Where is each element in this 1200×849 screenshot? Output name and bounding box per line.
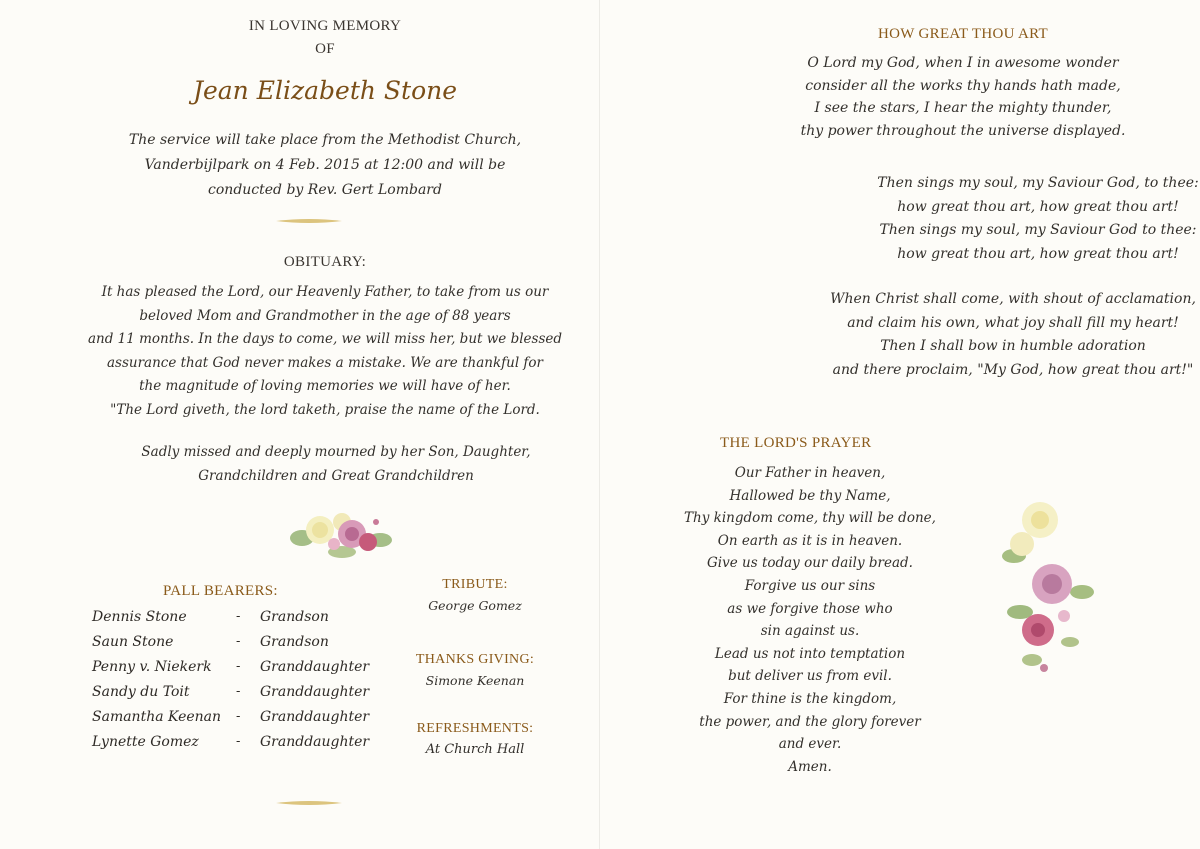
thanks-giving-heading: THANKS GIVING: [415, 652, 535, 667]
pall-bearer-row [92, 634, 392, 659]
memory-line-1: IN LOVING MEMORY [248, 18, 402, 34]
prayer-line: For thine is the kingdom, [723, 690, 897, 707]
pall-bearer-relation: Granddaughter [260, 709, 370, 725]
obituary-line: the magnitude of loving memories we will have of her. [139, 378, 511, 394]
lords-prayer-text [600, 462, 1020, 778]
prayer-heading: THE LORD'S PRAYER [720, 435, 872, 451]
hymn-chorus [600, 172, 1200, 266]
tribute-heading: TRIBUTE: [442, 577, 508, 592]
hymn-line: how great thou art, how great thou art! [897, 245, 1179, 262]
pall-bearers-heading: PALL BEARERS: [163, 583, 278, 599]
pall-bearer-relation: Granddaughter [260, 659, 370, 675]
prayer-line: On earth as it is in heaven. [717, 532, 903, 549]
prayer-line: as we forgive those who [727, 600, 893, 617]
hymn-line: O Lord my God, when I in awesome wonder [807, 55, 1119, 71]
hymn-line: consider all the works thy hands hath made, [805, 77, 1121, 94]
pall-bearer-name: Dennis Stone [92, 609, 187, 625]
thanks-giving-name: Simone Keenan [425, 673, 525, 688]
rose-spray-illustration [992, 492, 1102, 682]
right-page [600, 0, 1200, 849]
rose-bouquet-illustration [282, 500, 397, 566]
prayer-line: Amen. [788, 758, 832, 775]
pall-bearer-relation: Granddaughter [260, 734, 370, 750]
pall-bearer-dash: - [236, 634, 241, 649]
hymn-line: Then sings my soul, my Saviour God to thee: [879, 222, 1197, 238]
hymn-heading: HOW GREAT THOU ART [878, 26, 1048, 42]
obituary-line: beloved Mom and Grandmother in the age of 88 years [139, 307, 511, 324]
refreshments-section [400, 721, 550, 757]
pall-bearer-dash: - [236, 709, 241, 724]
hymn-verse-1 [600, 52, 1200, 142]
pall-bearer-row [92, 609, 392, 634]
pall-bearer-row [92, 684, 392, 709]
obituary-line: It has pleased the Lord, our Heavenly Father, to take from us our [101, 284, 549, 300]
service-line: The service will take place from the Methodist Church, [128, 132, 522, 148]
mourned-line: Sadly missed and deeply mourned by her Son, Daughter, [141, 444, 531, 460]
hymn-line: how great thou art, how great thou art! [897, 198, 1179, 215]
pall-bearer-relation: Granddaughter [260, 684, 370, 700]
hymn-line: and there proclaim, "My God, how great thou art!" [832, 361, 1194, 378]
prayer-line: Forgive us our sins [744, 577, 876, 594]
service-line: conducted by Rev. Gert Lombard [208, 182, 442, 198]
prayer-line: but deliver us from evil. [728, 668, 892, 685]
obituary-line: "The Lord giveth, the lord taketh, praise the name of the Lord. [110, 401, 540, 418]
pall-bearer-name: Sandy du Toit [92, 684, 190, 700]
tribute-name: George Gomez [428, 598, 522, 613]
pall-bearer-row [92, 734, 392, 759]
prayer-line: the power, and the glory forever [699, 713, 921, 730]
pall-bearer-row [92, 659, 392, 684]
hymn-line: When Christ shall come, with shout of acclamation, [830, 291, 1196, 307]
hymn-line: I see the stars, I hear the mighty thunder, [814, 100, 1112, 116]
prayer-line: Give us today our daily bread. [707, 555, 913, 572]
pall-bearer-name: Lynette Gomez [92, 734, 199, 750]
pall-bearer-name: Penny v. Niekerk [92, 659, 212, 675]
memory-line-2: OF [315, 41, 335, 57]
pall-bearer-dash: - [236, 659, 241, 674]
prayer-line: and ever. [778, 736, 842, 753]
memory-heading [0, 18, 650, 58]
pall-bearer-name: Samantha Keenan [92, 709, 222, 725]
mourned-text [0, 440, 672, 488]
pall-bearer-dash: - [236, 684, 241, 699]
pall-bearer-relation: Grandson [260, 609, 329, 625]
service-details [0, 128, 650, 203]
pall-bearer-dash: - [236, 734, 241, 749]
prayer-line: Hallowed be thy Name, [729, 487, 891, 504]
pall-bearer-relation: Grandson [260, 634, 329, 650]
refreshments-place: At Church Hall [425, 742, 525, 757]
prayer-line: Our Father in heaven, [734, 465, 886, 481]
refreshments-heading: REFRESHMENTS: [416, 721, 534, 736]
pall-bearer-name: Saun Stone [92, 634, 174, 650]
tribute-section [400, 577, 550, 613]
obituary-line: assurance that God never makes a mistake. We are thankful for [106, 354, 544, 371]
prayer-line: sin against us. [760, 623, 860, 640]
mourned-line: Grandchildren and Great Grandchildren [198, 468, 474, 484]
obituary-line: and 11 months. In the days to come, we will miss her, but we blessed [87, 331, 563, 347]
hymn-line: Then I shall bow in humble adoration [880, 338, 1146, 354]
prayer-line: Thy kingdom come, thy will be done, [684, 510, 936, 527]
hymn-line: Then sings my soul, my Saviour God, to thee: [877, 175, 1199, 191]
pall-bearer-row [92, 709, 392, 734]
deceased-name: Jean Elizabeth Stone [192, 76, 458, 105]
service-line: Vanderbijlpark on 4 Feb. 2015 at 12:00 and will be [144, 157, 506, 173]
hymn-line: thy power throughout the universe displayed. [800, 122, 1126, 139]
pall-bearer-dash: - [236, 609, 241, 624]
prayer-line: Lead us not into temptation [714, 645, 906, 662]
ornament-divider [276, 800, 342, 806]
obituary-heading: OBITUARY: [283, 254, 367, 270]
thanks-giving-section [400, 652, 550, 688]
hymn-verse-2 [600, 288, 1200, 382]
ornament-divider [276, 218, 342, 224]
obituary-text [0, 281, 650, 422]
hymn-line: and claim his own, what joy shall fill my heart! [847, 314, 1179, 331]
